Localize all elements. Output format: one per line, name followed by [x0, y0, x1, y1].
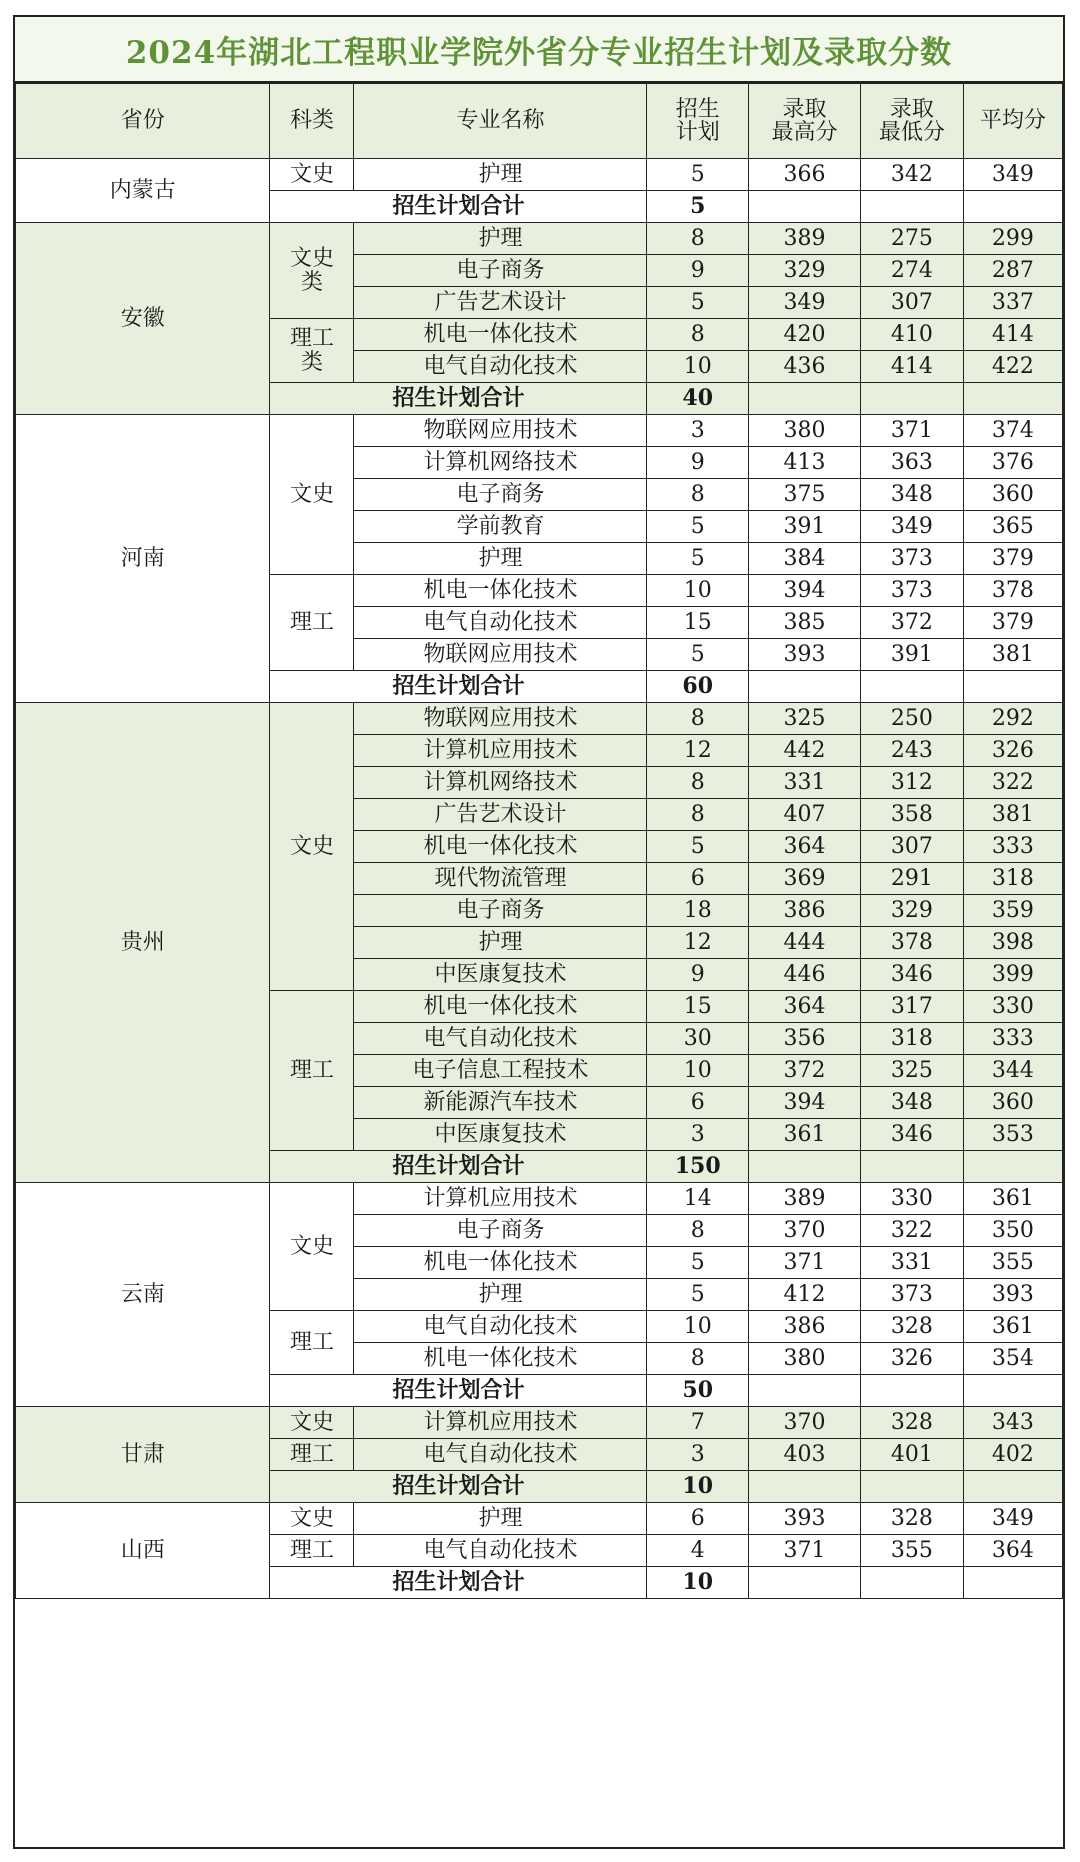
- major-cell: 中医康复技术: [354, 959, 647, 991]
- min-score-cell: 373: [861, 575, 964, 607]
- min-score-cell: 243: [861, 735, 964, 767]
- avg-score-cell: 364: [963, 1535, 1062, 1567]
- major-cell: 电气自动化技术: [354, 1311, 647, 1343]
- avg-score-cell: 414: [963, 319, 1062, 351]
- min-score-cell: 372: [861, 607, 964, 639]
- major-cell: 电子商务: [354, 255, 647, 287]
- category-cell: 理工: [270, 1535, 354, 1567]
- major-cell: 计算机网络技术: [354, 447, 647, 479]
- header-province: 省份: [16, 84, 270, 159]
- min-score-cell: 410: [861, 319, 964, 351]
- major-cell: 电子商务: [354, 1215, 647, 1247]
- empty-cell: [749, 671, 861, 703]
- plan-cell: 5: [647, 287, 749, 319]
- max-score-cell: 380: [749, 1343, 861, 1375]
- plan-cell: 5: [647, 511, 749, 543]
- avg-score-cell: 349: [963, 159, 1062, 191]
- max-score-cell: 391: [749, 511, 861, 543]
- max-score-cell: 407: [749, 799, 861, 831]
- min-score-cell: 307: [861, 831, 964, 863]
- avg-score-cell: 355: [963, 1247, 1062, 1279]
- total-value: 5: [647, 191, 749, 223]
- empty-cell: [963, 191, 1062, 223]
- max-score-cell: 356: [749, 1023, 861, 1055]
- major-cell: 计算机应用技术: [354, 1407, 647, 1439]
- empty-cell: [963, 1567, 1062, 1599]
- avg-score-cell: 402: [963, 1439, 1062, 1471]
- max-score-cell: 380: [749, 415, 861, 447]
- avg-score-cell: 344: [963, 1055, 1062, 1087]
- header-min-line2: 最低分: [878, 120, 945, 145]
- max-score-cell: 384: [749, 543, 861, 575]
- category-cell: 理工: [270, 1439, 354, 1471]
- avg-score-cell: 343: [963, 1407, 1062, 1439]
- plan-cell: 12: [647, 735, 749, 767]
- plan-cell: 9: [647, 959, 749, 991]
- avg-score-cell: 322: [963, 767, 1062, 799]
- max-score-cell: 385: [749, 607, 861, 639]
- max-score-cell: 386: [749, 1311, 861, 1343]
- major-cell: 物联网应用技术: [354, 703, 647, 735]
- plan-cell: 30: [647, 1023, 749, 1055]
- major-cell: 电气自动化技术: [354, 607, 647, 639]
- page-title: 2024年湖北工程职业学院外省分专业招生计划及录取分数: [15, 17, 1063, 83]
- plan-cell: 5: [647, 831, 749, 863]
- min-score-cell: 391: [861, 639, 964, 671]
- plan-cell: 5: [647, 159, 749, 191]
- max-score-cell: 393: [749, 1503, 861, 1535]
- max-score-cell: 349: [749, 287, 861, 319]
- min-score-cell: 346: [861, 1119, 964, 1151]
- max-score-cell: 364: [749, 831, 861, 863]
- total-label: 招生计划合计: [270, 191, 647, 223]
- avg-score-cell: 374: [963, 415, 1062, 447]
- avg-score-cell: 353: [963, 1119, 1062, 1151]
- empty-cell: [749, 1471, 861, 1503]
- plan-cell: 14: [647, 1183, 749, 1215]
- max-score-cell: 394: [749, 575, 861, 607]
- province-cell: 河南: [16, 415, 270, 703]
- total-label: 招生计划合计: [270, 383, 647, 415]
- major-cell: 电子商务: [354, 479, 647, 511]
- major-cell: 物联网应用技术: [354, 415, 647, 447]
- min-score-cell: 322: [861, 1215, 964, 1247]
- min-score-cell: 329: [861, 895, 964, 927]
- table-row: [16, 1503, 1063, 1535]
- max-score-cell: 394: [749, 1087, 861, 1119]
- avg-score-cell: 378: [963, 575, 1062, 607]
- table-body: [16, 159, 1063, 1599]
- max-score-cell: 372: [749, 1055, 861, 1087]
- total-label: 招生计划合计: [270, 1375, 647, 1407]
- avg-score-cell: 398: [963, 927, 1062, 959]
- min-score-cell: 363: [861, 447, 964, 479]
- major-cell: 电气自动化技术: [354, 1439, 647, 1471]
- min-score-cell: 274: [861, 255, 964, 287]
- min-score-cell: 373: [861, 1279, 964, 1311]
- plan-cell: 6: [647, 863, 749, 895]
- min-score-cell: 414: [861, 351, 964, 383]
- plan-cell: 3: [647, 1439, 749, 1471]
- empty-cell: [749, 1151, 861, 1183]
- category-cell: 理工: [270, 575, 354, 671]
- plan-cell: 8: [647, 479, 749, 511]
- category-cell: 文史: [270, 1183, 354, 1311]
- max-score-cell: 413: [749, 447, 861, 479]
- avg-score-cell: 292: [963, 703, 1062, 735]
- major-cell: 机电一体化技术: [354, 1343, 647, 1375]
- avg-score-cell: 287: [963, 255, 1062, 287]
- plan-cell: 6: [647, 1503, 749, 1535]
- total-value: 50: [647, 1375, 749, 1407]
- max-score-cell: 371: [749, 1535, 861, 1567]
- min-score-cell: 328: [861, 1407, 964, 1439]
- plan-cell: 8: [647, 767, 749, 799]
- category-cell: 文史: [270, 703, 354, 991]
- plan-cell: 10: [647, 1311, 749, 1343]
- min-score-cell: 318: [861, 1023, 964, 1055]
- category-cell: 文史: [270, 415, 354, 575]
- empty-cell: [861, 191, 964, 223]
- max-score-cell: 446: [749, 959, 861, 991]
- avg-score-cell: 379: [963, 607, 1062, 639]
- avg-score-cell: 361: [963, 1311, 1062, 1343]
- category-cell: 文史 类: [270, 223, 354, 319]
- avg-score-cell: 354: [963, 1343, 1062, 1375]
- avg-score-cell: 381: [963, 799, 1062, 831]
- empty-cell: [963, 383, 1062, 415]
- header-category: 科类: [270, 84, 354, 159]
- empty-cell: [963, 1471, 1062, 1503]
- plan-cell: 8: [647, 223, 749, 255]
- plan-cell: 3: [647, 415, 749, 447]
- category-cell: 理工 类: [270, 319, 354, 383]
- min-score-cell: 371: [861, 415, 964, 447]
- max-score-cell: 370: [749, 1215, 861, 1247]
- min-score-cell: 326: [861, 1343, 964, 1375]
- category-cell: 文史: [270, 1407, 354, 1439]
- avg-score-cell: 422: [963, 351, 1062, 383]
- min-score-cell: 346: [861, 959, 964, 991]
- major-cell: 计算机应用技术: [354, 1183, 647, 1215]
- avg-score-cell: 333: [963, 1023, 1062, 1055]
- major-cell: 机电一体化技术: [354, 319, 647, 351]
- min-score-cell: 401: [861, 1439, 964, 1471]
- category-cell: 理工: [270, 991, 354, 1151]
- total-label: 招生计划合计: [270, 1471, 647, 1503]
- major-cell: 机电一体化技术: [354, 831, 647, 863]
- empty-cell: [749, 1375, 861, 1407]
- major-cell: 护理: [354, 543, 647, 575]
- major-cell: 护理: [354, 223, 647, 255]
- plan-cell: 7: [647, 1407, 749, 1439]
- major-cell: 机电一体化技术: [354, 1247, 647, 1279]
- max-score-cell: 444: [749, 927, 861, 959]
- avg-score-cell: 399: [963, 959, 1062, 991]
- province-cell: 云南: [16, 1183, 270, 1407]
- major-cell: 电气自动化技术: [354, 351, 647, 383]
- category-cell: 文史: [270, 1503, 354, 1535]
- max-score-cell: 369: [749, 863, 861, 895]
- plan-cell: 9: [647, 255, 749, 287]
- min-score-cell: 317: [861, 991, 964, 1023]
- admission-table-sheet: [13, 15, 1065, 1849]
- major-cell: 护理: [354, 1279, 647, 1311]
- empty-cell: [963, 1151, 1062, 1183]
- avg-score-cell: 381: [963, 639, 1062, 671]
- major-cell: 中医康复技术: [354, 1119, 647, 1151]
- avg-score-cell: 361: [963, 1183, 1062, 1215]
- major-cell: 学前教育: [354, 511, 647, 543]
- major-cell: 电子信息工程技术: [354, 1055, 647, 1087]
- empty-cell: [861, 1375, 964, 1407]
- min-score-cell: 250: [861, 703, 964, 735]
- min-score-cell: 355: [861, 1535, 964, 1567]
- table-row: [16, 1183, 1063, 1215]
- min-score-cell: 378: [861, 927, 964, 959]
- avg-score-cell: 333: [963, 831, 1062, 863]
- max-score-cell: 370: [749, 1407, 861, 1439]
- total-value: 10: [647, 1471, 749, 1503]
- avg-score-cell: 337: [963, 287, 1062, 319]
- min-score-cell: 373: [861, 543, 964, 575]
- plan-cell: 8: [647, 1215, 749, 1247]
- total-label: 招生计划合计: [270, 1567, 647, 1599]
- major-cell: 新能源汽车技术: [354, 1087, 647, 1119]
- empty-cell: [861, 1471, 964, 1503]
- plan-cell: 3: [647, 1119, 749, 1151]
- table-row: [16, 159, 1063, 191]
- header-plan: [647, 84, 749, 159]
- major-cell: 电气自动化技术: [354, 1023, 647, 1055]
- major-cell: 护理: [354, 1503, 647, 1535]
- min-score-cell: 328: [861, 1503, 964, 1535]
- avg-score-cell: 318: [963, 863, 1062, 895]
- min-score-cell: 342: [861, 159, 964, 191]
- plan-cell: 10: [647, 575, 749, 607]
- avg-score-cell: 349: [963, 1503, 1062, 1535]
- plan-cell: 10: [647, 1055, 749, 1087]
- min-score-cell: 325: [861, 1055, 964, 1087]
- min-score-cell: 328: [861, 1311, 964, 1343]
- max-score-cell: 412: [749, 1279, 861, 1311]
- major-cell: 机电一体化技术: [354, 991, 647, 1023]
- plan-cell: 9: [647, 447, 749, 479]
- max-score-cell: 329: [749, 255, 861, 287]
- header-max-line1: 录取: [782, 96, 827, 122]
- plan-cell: 10: [647, 351, 749, 383]
- avg-score-cell: 350: [963, 1215, 1062, 1247]
- province-cell: 山西: [16, 1503, 270, 1599]
- min-score-cell: 348: [861, 479, 964, 511]
- plan-cell: 6: [647, 1087, 749, 1119]
- empty-cell: [963, 1375, 1062, 1407]
- major-cell: 机电一体化技术: [354, 575, 647, 607]
- total-value: 150: [647, 1151, 749, 1183]
- avg-score-cell: 359: [963, 895, 1062, 927]
- max-score-cell: 325: [749, 703, 861, 735]
- max-score-cell: 436: [749, 351, 861, 383]
- max-score-cell: 389: [749, 1183, 861, 1215]
- plan-cell: 4: [647, 1535, 749, 1567]
- max-score-cell: 442: [749, 735, 861, 767]
- max-score-cell: 371: [749, 1247, 861, 1279]
- province-cell: 甘肃: [16, 1407, 270, 1503]
- max-score-cell: 386: [749, 895, 861, 927]
- min-score-cell: 358: [861, 799, 964, 831]
- total-value: 60: [647, 671, 749, 703]
- max-score-cell: 331: [749, 767, 861, 799]
- plan-cell: 8: [647, 703, 749, 735]
- plan-cell: 15: [647, 991, 749, 1023]
- total-label: 招生计划合计: [270, 671, 647, 703]
- total-label: 招生计划合计: [270, 1151, 647, 1183]
- avg-score-cell: 360: [963, 1087, 1062, 1119]
- max-score-cell: 420: [749, 319, 861, 351]
- major-cell: 物联网应用技术: [354, 639, 647, 671]
- empty-cell: [861, 1151, 964, 1183]
- max-score-cell: 364: [749, 991, 861, 1023]
- empty-cell: [861, 383, 964, 415]
- province-cell: 内蒙古: [16, 159, 270, 223]
- plan-cell: 5: [647, 1247, 749, 1279]
- empty-cell: [749, 1567, 861, 1599]
- header-max-line2: 最高分: [771, 120, 838, 145]
- min-score-cell: 348: [861, 1087, 964, 1119]
- avg-score-cell: 299: [963, 223, 1062, 255]
- table-row: [16, 703, 1063, 735]
- min-score-cell: 312: [861, 767, 964, 799]
- empty-cell: [749, 383, 861, 415]
- major-cell: 护理: [354, 159, 647, 191]
- major-cell: 电子商务: [354, 895, 647, 927]
- min-score-cell: 331: [861, 1247, 964, 1279]
- plan-cell: 5: [647, 639, 749, 671]
- province-cell: 安徽: [16, 223, 270, 415]
- max-score-cell: 366: [749, 159, 861, 191]
- max-score-cell: 375: [749, 479, 861, 511]
- empty-cell: [749, 191, 861, 223]
- major-cell: 电气自动化技术: [354, 1535, 647, 1567]
- table-row: [16, 415, 1063, 447]
- empty-cell: [861, 671, 964, 703]
- avg-score-cell: 393: [963, 1279, 1062, 1311]
- avg-score-cell: 376: [963, 447, 1062, 479]
- header-avg: 平均分: [963, 84, 1062, 159]
- header-major: 专业名称: [354, 84, 647, 159]
- province-cell: 贵州: [16, 703, 270, 1183]
- header-min-line1: 录取: [889, 96, 934, 122]
- avg-score-cell: 365: [963, 511, 1062, 543]
- min-score-cell: 330: [861, 1183, 964, 1215]
- table-row: [16, 223, 1063, 255]
- plan-cell: 12: [647, 927, 749, 959]
- header-plan-line2: 计划: [675, 120, 720, 145]
- avg-score-cell: 360: [963, 479, 1062, 511]
- total-value: 10: [647, 1567, 749, 1599]
- total-value: 40: [647, 383, 749, 415]
- avg-score-cell: 379: [963, 543, 1062, 575]
- plan-cell: 8: [647, 799, 749, 831]
- category-cell: 理工: [270, 1311, 354, 1375]
- max-score-cell: 393: [749, 639, 861, 671]
- major-cell: 现代物流管理: [354, 863, 647, 895]
- plan-cell: 5: [647, 1279, 749, 1311]
- empty-cell: [861, 1567, 964, 1599]
- min-score-cell: 349: [861, 511, 964, 543]
- header-row: [16, 84, 1063, 159]
- major-cell: 广告艺术设计: [354, 799, 647, 831]
- table-row: [16, 1407, 1063, 1439]
- header-max: [749, 84, 861, 159]
- header-plan-line1: 招生: [675, 96, 720, 122]
- major-cell: 护理: [354, 927, 647, 959]
- min-score-cell: 291: [861, 863, 964, 895]
- major-cell: 计算机网络技术: [354, 767, 647, 799]
- plan-cell: 8: [647, 319, 749, 351]
- min-score-cell: 307: [861, 287, 964, 319]
- admission-table: [15, 83, 1063, 1599]
- major-cell: 计算机应用技术: [354, 735, 647, 767]
- plan-cell: 15: [647, 607, 749, 639]
- empty-cell: [963, 671, 1062, 703]
- category-cell: 文史: [270, 159, 354, 191]
- avg-score-cell: 326: [963, 735, 1062, 767]
- max-score-cell: 389: [749, 223, 861, 255]
- avg-score-cell: 330: [963, 991, 1062, 1023]
- max-score-cell: 361: [749, 1119, 861, 1151]
- plan-cell: 18: [647, 895, 749, 927]
- plan-cell: 5: [647, 543, 749, 575]
- major-cell: 广告艺术设计: [354, 287, 647, 319]
- max-score-cell: 403: [749, 1439, 861, 1471]
- header-min: [861, 84, 964, 159]
- plan-cell: 8: [647, 1343, 749, 1375]
- min-score-cell: 275: [861, 223, 964, 255]
